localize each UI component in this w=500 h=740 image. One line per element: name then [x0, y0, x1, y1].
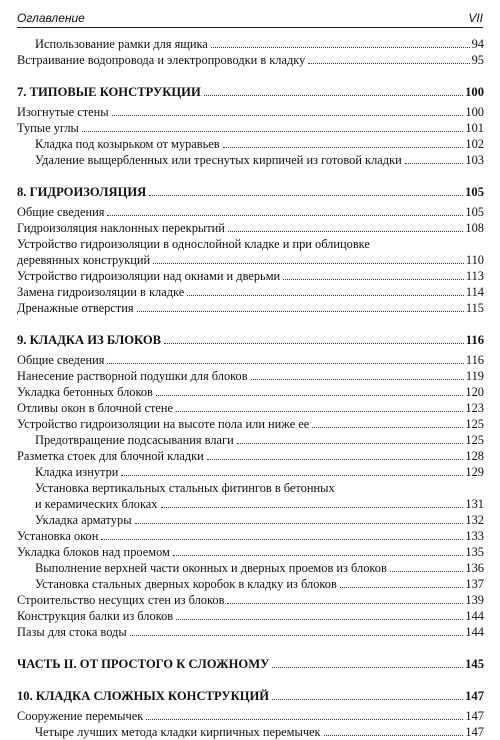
toc-page-number: 116: [465, 333, 484, 347]
toc-entry-title: Установка окон: [17, 529, 99, 543]
toc-page-number: 145: [465, 657, 484, 671]
dot-leader: [272, 667, 463, 668]
toc-entry[interactable]: [17, 592, 484, 608]
toc-entry[interactable]: [17, 300, 484, 316]
toc-entry[interactable]: [17, 528, 484, 544]
toc-entry-title: Отливы окон в блочной стене: [17, 401, 173, 415]
toc-entry[interactable]: [17, 220, 484, 236]
dot-leader: [176, 619, 463, 620]
toc-entry[interactable]: [17, 104, 484, 120]
toc-entry-title: Укладка блоков над проемом: [17, 545, 170, 559]
toc-spacer: [17, 168, 484, 184]
dot-leader: [107, 215, 463, 216]
toc-entry-title: Встраивание водопровода и электропроводки в кладку: [17, 53, 306, 67]
toc-entry[interactable]: [17, 400, 484, 416]
dot-leader: [112, 115, 464, 116]
toc-entry-title: Общие сведения: [17, 205, 105, 219]
toc-page-number: 114: [465, 285, 484, 299]
toc-entry-title: Предотвращение подсасывания влаги: [35, 433, 234, 447]
toc-page-number: 128: [465, 449, 484, 463]
toc-entry-line: Устройство гидроизоляции в однослойной кладке и при облицовке: [17, 237, 370, 251]
toc-page-number: 132: [465, 513, 484, 527]
toc-entry-title: Разметка стоек для блочной кладки: [17, 449, 204, 463]
dot-leader: [324, 735, 464, 736]
toc-page-number: 105: [465, 185, 484, 199]
toc-page-number: 137: [465, 577, 484, 591]
toc-entry-title: 7. ТИПОВЫЕ КОНСТРУКЦИИ: [17, 85, 201, 99]
running-header: [17, 9, 483, 28]
dot-leader: [204, 95, 463, 96]
dot-leader: [340, 587, 464, 588]
toc-entry[interactable]: [17, 576, 484, 592]
toc-spacer: [17, 316, 484, 332]
toc-entry[interactable]: [17, 384, 484, 400]
toc-entry[interactable]: [17, 416, 484, 432]
toc-page-number: 103: [465, 153, 484, 167]
toc-entry-title: Сооружение перемычек: [17, 709, 144, 723]
toc-page-number: 120: [465, 385, 484, 399]
dot-leader: [227, 603, 463, 604]
table-of-contents: [17, 36, 484, 740]
toc-entry-title: Использование рамки для ящика: [35, 37, 208, 51]
toc-entry[interactable]: [17, 352, 484, 368]
toc-entry[interactable]: [17, 284, 484, 300]
toc-entry[interactable]: [17, 136, 484, 152]
toc-entry[interactable]: [17, 624, 484, 640]
toc-page-number: 110: [465, 253, 484, 267]
toc-page-number: 100: [465, 105, 484, 119]
toc-entry[interactable]: [17, 496, 484, 512]
toc-page-number: 108: [465, 221, 484, 235]
toc-entry[interactable]: [17, 268, 484, 284]
toc-page-number: 144: [465, 625, 484, 639]
toc-entry-title: 9. КЛАДКА ИЗ БЛОКОВ: [17, 333, 162, 347]
toc-entry[interactable]: [17, 152, 484, 168]
toc-page-number: 135: [465, 545, 484, 559]
toc-page-number: 147: [465, 725, 484, 739]
toc-entry[interactable]: [17, 252, 484, 268]
dot-leader: [107, 363, 463, 364]
dot-leader: [228, 231, 464, 232]
toc-entry-title: Кладка под козырьком от муравьев: [35, 137, 220, 151]
dot-leader: [405, 163, 464, 164]
toc-entry-title: Устройство гидроизоляции на высоте пола или ниже ее: [17, 417, 310, 431]
toc-entry-title: Устройство гидроизоляции над окнами и дверьми: [17, 269, 281, 283]
toc-entry-title: Нанесение растворной подушки для блоков: [17, 369, 248, 383]
toc-page-number: 101: [465, 121, 484, 135]
toc-page-number: 129: [465, 465, 484, 479]
dot-leader: [156, 395, 464, 396]
toc-page-number: 131: [465, 497, 484, 511]
dot-leader: [161, 507, 464, 508]
toc-entry[interactable]: [17, 708, 484, 724]
header-title: Оглавление: [17, 11, 85, 25]
toc-entry-title: Общие сведения: [17, 353, 105, 367]
toc-entry-title: ЧАСТЬ II. ОТ ПРОСТОГО К СЛОЖНОМУ: [17, 657, 270, 671]
toc-entry[interactable]: [17, 512, 484, 528]
toc-chapter[interactable]: [17, 84, 484, 100]
toc-page-number: 147: [465, 709, 484, 723]
toc-entry-title: Удаление выщербленных или треснутых кирпичей из готовой кладки: [35, 153, 402, 167]
toc-entry-title: деревянных конструкций: [17, 253, 151, 267]
dot-leader: [101, 539, 463, 540]
dot-leader: [135, 523, 464, 524]
dot-leader: [130, 635, 464, 636]
toc-entry-title: 10. КЛАДКА СЛОЖНЫХ КОНСТРУКЦИЙ: [17, 689, 270, 703]
toc-entry[interactable]: [17, 724, 484, 740]
toc-page-number: 100: [465, 85, 484, 99]
dot-leader: [283, 279, 464, 280]
toc-entry-title: Установка стальных дверных коробок в кладку из блоков: [35, 577, 337, 591]
toc-entry-title: Четыре лучших метода кладки кирпичных перемычек: [35, 725, 321, 739]
toc-page-number: 123: [465, 401, 484, 415]
dot-leader: [176, 411, 463, 412]
toc-chapter[interactable]: [17, 688, 484, 704]
toc-chapter[interactable]: [17, 184, 484, 200]
toc-entry-title: Изогнутые стены: [17, 105, 109, 119]
dot-leader: [251, 379, 464, 380]
toc-page-number: 144: [465, 609, 484, 623]
toc-entry-title: Укладка бетонных блоков: [17, 385, 153, 399]
toc-page-number: 133: [465, 529, 484, 543]
toc-page-number: 119: [465, 369, 484, 383]
dot-leader: [211, 47, 470, 48]
dot-leader: [390, 571, 464, 572]
toc-entry-title: Укладка арматуры: [35, 513, 132, 527]
dot-leader: [82, 131, 464, 132]
dot-leader: [223, 147, 464, 148]
toc-page-number: 125: [465, 417, 484, 431]
dot-leader: [121, 475, 463, 476]
dot-leader: [137, 311, 464, 312]
toc-entry[interactable]: [17, 204, 484, 220]
toc-entry[interactable]: [17, 120, 484, 136]
toc-entry-title: и керамических блоках: [35, 497, 158, 511]
toc-entry-title: Дренажные отверстия: [17, 301, 134, 315]
dot-leader: [308, 63, 469, 64]
toc-entry-title: Выполнение верхней части оконных и дверных проемов из блоков: [35, 561, 387, 575]
header-page-number: VII: [468, 11, 483, 25]
toc-entry-title: Замена гидроизоляции в кладке: [17, 285, 185, 299]
dot-leader: [173, 555, 464, 556]
toc-page-number: 116: [465, 353, 484, 367]
toc-page-number: 102: [465, 137, 484, 151]
toc-entry[interactable]: [17, 608, 484, 624]
dot-leader: [207, 459, 464, 460]
toc-entry[interactable]: [17, 464, 484, 480]
toc-entry[interactable]: [17, 544, 484, 560]
toc-spacer: [17, 640, 484, 656]
toc-entry-title: Кладка изнутри: [35, 465, 119, 479]
toc-entry[interactable]: [17, 432, 484, 448]
toc-entry[interactable]: [17, 560, 484, 576]
toc-entry[interactable]: [17, 368, 484, 384]
toc-entry-title: Гидроизоляция наклонных перекрытий: [17, 221, 225, 235]
toc-entry[interactable]: [17, 448, 484, 464]
toc-chapter[interactable]: [17, 332, 484, 348]
toc-page-number: 94: [471, 37, 484, 51]
toc-chapter[interactable]: [17, 656, 484, 672]
toc-page-number: 105: [465, 205, 484, 219]
toc-spacer: [17, 672, 484, 688]
toc-page-number: 125: [465, 433, 484, 447]
dot-leader: [164, 343, 464, 344]
dot-leader: [312, 427, 463, 428]
toc-spacer: [17, 68, 484, 84]
toc-entry-title: 8. ГИДРОИЗОЛЯЦИЯ: [17, 185, 147, 199]
toc-entry-line: Установка вертикальных стальных фитингов в бетонных: [35, 481, 335, 495]
toc-entry[interactable]: [17, 36, 484, 52]
toc-entry-title: Строительство несущих стен из блоков: [17, 593, 225, 607]
dot-leader: [149, 195, 463, 196]
dot-leader: [146, 719, 463, 720]
dot-leader: [153, 263, 464, 264]
toc-entry-title: Пазы для стока воды: [17, 625, 127, 639]
dot-leader: [237, 443, 464, 444]
toc-page-number: 113: [465, 269, 484, 283]
toc-entry-title: Тупые углы: [17, 121, 79, 135]
toc-page-number: 115: [465, 301, 484, 315]
toc-page-number: 95: [471, 53, 484, 67]
toc-page-number: 147: [465, 689, 484, 703]
dot-leader: [272, 699, 463, 700]
toc-entry[interactable]: [17, 52, 484, 68]
toc-page-number: 136: [465, 561, 484, 575]
toc-entry-title: Конструкция балки из блоков: [17, 609, 174, 623]
toc-page-number: 139: [465, 593, 484, 607]
dot-leader: [187, 295, 464, 296]
